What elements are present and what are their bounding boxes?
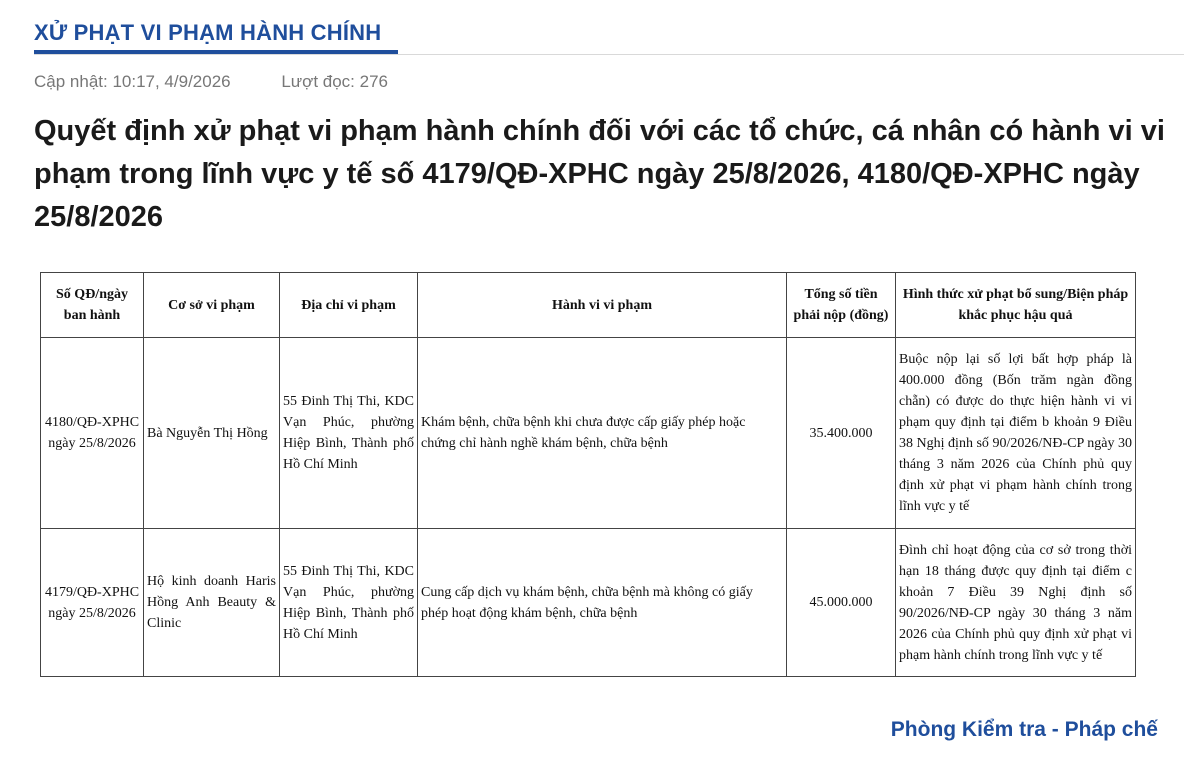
cell-amount: 45.000.000 xyxy=(787,529,896,677)
table-row xyxy=(41,529,1136,677)
category-title-link[interactable]: XỬ PHẠT VI PHẠM HÀNH CHÍNH xyxy=(34,20,382,45)
article-meta xyxy=(34,72,388,92)
header-entity: Cơ sở vi phạm xyxy=(144,273,280,338)
header-decision: Số QĐ/ngày ban hành xyxy=(41,273,144,338)
cell-violation: Cung cấp dịch vụ khám bệnh, chữa bệnh mà không có giấy phép hoạt động khám bệnh, chữa bệnh xyxy=(418,529,787,677)
article-signature: Phòng Kiểm tra - Pháp chế xyxy=(890,718,1158,741)
category-divider xyxy=(34,54,1184,55)
cell-decision: 4179/QĐ-XPHC ngày 25/8/2026 xyxy=(41,529,144,677)
article-title: Quyết định xử phạt vi phạm hành chính đối với các tổ chức, cá nhân có hành vi vi phạm trong lĩnh vực y tế số 4179/QĐ-XPHC ngày 25/8/2026, 4180/QĐ-XPHC ngày 25/8/2026 xyxy=(34,115,1165,233)
cell-entity: Hộ kinh doanh Haris Hồng Anh Beauty & Clinic xyxy=(144,529,280,677)
cell-remedy: Đình chỉ hoạt động của cơ sở trong thời hạn 18 tháng được quy định tại điểm c khoản 7 Điều 39 Nghị định số 90/2026/NĐ-CP ngày 30 tháng 3 năm 2026 của Chính phủ quy định xử phạt vi phạm hành chính trong lĩnh vực y tế xyxy=(896,529,1136,677)
category-header xyxy=(0,0,1200,56)
fines-table-container xyxy=(40,272,1136,677)
table-header-row xyxy=(41,273,1136,338)
cell-decision: 4180/QĐ-XPHC ngày 25/8/2026 xyxy=(41,338,144,529)
cell-remedy: Buộc nộp lại số lợi bất hợp pháp là 400.000 đồng (Bốn trăm ngàn đồng chẵn) có được do thực hiện hành vi vi phạm quy định tại điểm b khoản 9 Điều 38 Nghị định số 90/2026/NĐ-CP ngày 30 tháng 3 năm 2026 của Chính phủ quy định xử phạt vi phạm hành chính trong lĩnh vực y tế xyxy=(896,338,1136,529)
updated-timestamp: Cập nhật: 10:17, 4/9/2026 xyxy=(34,72,231,91)
header-address: Địa chỉ vi phạm xyxy=(280,273,418,338)
cell-address: 55 Đinh Thị Thi, KDC Vạn Phúc, phường Hiệp Bình, Thành phố Hồ Chí Minh xyxy=(280,338,418,529)
header-remedy: Hình thức xử phạt bổ sung/Biện pháp khắc phục hậu quả xyxy=(896,273,1136,338)
header-violation: Hành vi vi phạm xyxy=(418,273,787,338)
cell-address: 55 Đinh Thị Thi, KDC Vạn Phúc, phường Hiệp Bình, Thành phố Hồ Chí Minh xyxy=(280,529,418,677)
table-row xyxy=(41,338,1136,529)
fines-table xyxy=(40,272,1136,677)
view-count: Lượt đọc: 276 xyxy=(281,72,388,91)
cell-amount: 35.400.000 xyxy=(787,338,896,529)
cell-entity: Bà Nguyễn Thị Hồng xyxy=(144,338,280,529)
cell-violation: Khám bệnh, chữa bệnh khi chưa được cấp giấy phép hoặc chứng chỉ hành nghề khám bệnh, chữa bệnh xyxy=(418,338,787,529)
header-amount: Tổng số tiền phải nộp (đồng) xyxy=(787,273,896,338)
